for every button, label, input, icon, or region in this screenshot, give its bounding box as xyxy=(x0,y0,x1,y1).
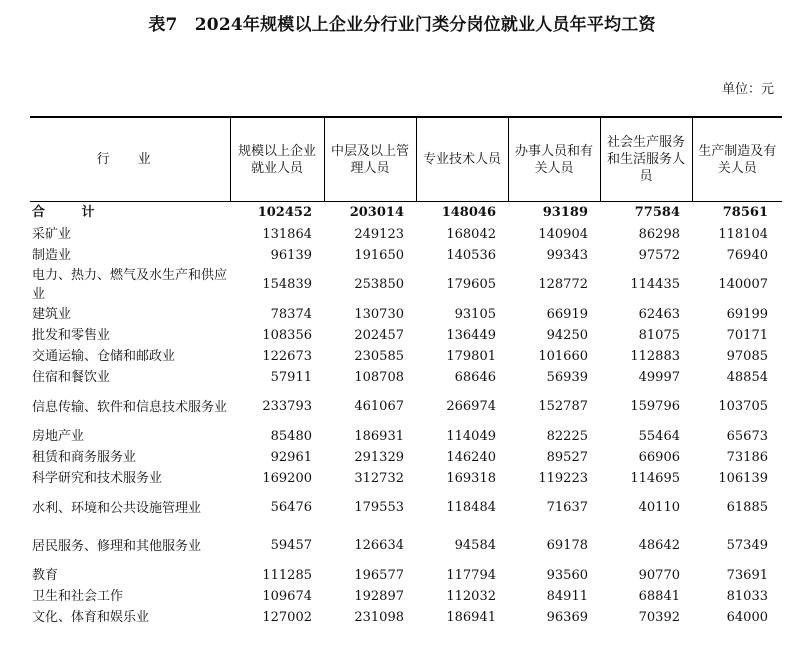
table-row xyxy=(30,346,782,367)
industry-name: 电力、热力、燃气及水生产和供应业 xyxy=(32,268,228,302)
wage-cell: 68841 xyxy=(638,588,680,604)
wage-cell: 186941 xyxy=(446,609,496,625)
wage-cell: 154839 xyxy=(262,277,312,292)
wage-cell: 266974 xyxy=(446,399,496,414)
table-row xyxy=(30,586,782,607)
wage-cell: 152787 xyxy=(538,399,588,414)
industry-name: 房地产业 xyxy=(32,428,85,444)
wage-cell: 118484 xyxy=(446,500,496,515)
wage-cell: 169318 xyxy=(446,470,496,486)
column-header-managers: 中层及以上管理人员 xyxy=(324,117,416,202)
column-header-production: 生产制造及有关人员 xyxy=(692,117,782,202)
table-title: 表7 2024年规模以上企业分行业门类分岗位就业人员年平均工资 xyxy=(148,15,656,35)
wage-cell: 159796 xyxy=(630,399,680,414)
wage-cell: 68646 xyxy=(454,369,496,385)
wage-cell: 77584 xyxy=(634,205,680,220)
unit-label: 单位：元 xyxy=(721,82,774,97)
wage-cell: 65673 xyxy=(726,428,768,444)
wage-cell: 84911 xyxy=(546,588,588,604)
wage-cell: 48854 xyxy=(726,369,768,385)
wage-cell: 109674 xyxy=(262,588,312,604)
wage-cell: 136449 xyxy=(446,327,496,343)
table-row xyxy=(30,245,782,266)
wage-cell: 108708 xyxy=(354,369,404,385)
wage-cell: 90770 xyxy=(638,567,680,583)
wage-cell: 81033 xyxy=(726,588,768,604)
wage-cell: 114049 xyxy=(446,428,496,444)
wage-cell: 69178 xyxy=(546,538,588,553)
wage-cell: 233793 xyxy=(262,399,312,414)
wage-cell: 57349 xyxy=(726,538,768,553)
wage-cell: 56939 xyxy=(546,369,588,385)
total-row xyxy=(30,202,782,225)
wage-cell: 291329 xyxy=(354,449,404,465)
industry-name: 居民服务、修理和其他服务业 xyxy=(32,538,202,554)
wage-cell: 69199 xyxy=(726,306,768,322)
wage-cell: 86298 xyxy=(638,226,680,242)
wage-cell: 103705 xyxy=(718,399,768,414)
wage-cell: 186931 xyxy=(354,428,404,444)
wage-cell: 126634 xyxy=(354,538,404,553)
column-header-professionals: 专业技术人员 xyxy=(416,117,508,202)
wage-cell: 92961 xyxy=(270,449,312,465)
wage-cell: 64000 xyxy=(726,609,768,625)
industry-name: 租赁和商务服务业 xyxy=(32,449,137,465)
column-header-industry: 行 业 xyxy=(30,117,230,202)
wage-cell: 140536 xyxy=(446,247,496,263)
wage-cell: 40110 xyxy=(638,500,680,515)
wage-cell: 130730 xyxy=(354,306,404,322)
header-row xyxy=(30,117,782,202)
wage-table xyxy=(30,116,782,628)
wage-cell: 97572 xyxy=(638,247,680,263)
industry-name: 制造业 xyxy=(32,247,72,263)
industry-name: 科学研究和技术服务业 xyxy=(32,470,163,486)
table-row xyxy=(30,367,782,388)
wage-cell: 111285 xyxy=(262,567,312,583)
wage-cell: 94584 xyxy=(454,538,496,553)
wage-cell: 62463 xyxy=(638,306,680,322)
wage-cell: 81075 xyxy=(638,327,680,343)
wage-cell: 73186 xyxy=(726,449,768,465)
wage-cell: 169200 xyxy=(262,470,312,486)
wage-cell: 112032 xyxy=(446,588,496,604)
industry-name: 住宿和餐饮业 xyxy=(32,369,111,385)
wage-cell: 114695 xyxy=(630,470,680,486)
wage-cell: 101660 xyxy=(538,348,588,364)
wage-cell: 97085 xyxy=(726,348,768,364)
wage-cell: 76940 xyxy=(726,247,768,263)
wage-cell: 96139 xyxy=(270,247,312,263)
wage-cell: 253850 xyxy=(354,277,404,292)
industry-name: 交通运输、仓储和邮政业 xyxy=(32,348,176,364)
wage-cell: 93560 xyxy=(546,567,588,583)
wage-cell: 99343 xyxy=(546,247,588,263)
table-row xyxy=(30,489,782,527)
wage-cell: 179801 xyxy=(446,348,496,364)
industry-name: 合 计 xyxy=(32,205,111,220)
wage-cell: 146240 xyxy=(446,449,496,465)
wage-cell: 461067 xyxy=(354,399,404,414)
wage-cell: 89527 xyxy=(546,449,588,465)
industry-name: 文化、体育和娱乐业 xyxy=(32,609,150,625)
industry-name: 建筑业 xyxy=(32,306,72,322)
column-header-service: 社会生产服务和生活服务人员 xyxy=(600,117,692,202)
column-header-all-employees: 规模以上企业就业人员 xyxy=(230,117,324,202)
wage-cell: 140007 xyxy=(718,277,768,292)
table-row xyxy=(30,447,782,468)
wage-cell: 191650 xyxy=(354,247,404,263)
wage-cell: 70171 xyxy=(726,327,768,343)
wage-cell: 78374 xyxy=(270,306,312,322)
table-row xyxy=(30,304,782,325)
wage-cell: 66906 xyxy=(638,449,680,465)
table-row xyxy=(30,325,782,346)
wage-cell: 78561 xyxy=(722,205,768,220)
wage-cell: 48642 xyxy=(638,538,680,553)
wage-cell: 59457 xyxy=(270,538,312,553)
wage-cell: 114435 xyxy=(630,277,680,292)
table-row xyxy=(30,426,782,447)
wage-cell: 128772 xyxy=(538,277,588,292)
wage-cell: 94250 xyxy=(546,327,588,343)
wage-cell: 202457 xyxy=(354,327,404,343)
wage-cell: 73691 xyxy=(726,567,768,583)
wage-cell: 148046 xyxy=(441,205,496,220)
wage-cell: 231098 xyxy=(354,609,404,625)
wage-cell: 106139 xyxy=(718,470,768,486)
wage-cell: 82225 xyxy=(546,428,588,444)
wage-cell: 49997 xyxy=(638,369,680,385)
wage-cell: 85480 xyxy=(270,428,312,444)
table-row xyxy=(30,388,782,426)
wage-cell: 118104 xyxy=(718,226,768,242)
wage-cell: 102452 xyxy=(257,205,312,220)
wage-cell: 71637 xyxy=(546,500,588,515)
wage-cell: 168042 xyxy=(446,226,496,242)
table-body xyxy=(30,202,782,629)
industry-name: 批发和零售业 xyxy=(32,327,111,343)
column-header-clerical: 办事人员和有关人员 xyxy=(508,117,600,202)
wage-cell: 117794 xyxy=(446,567,496,583)
wage-cell: 179605 xyxy=(446,277,496,292)
industry-name: 卫生和社会工作 xyxy=(32,588,124,604)
table-row xyxy=(30,565,782,586)
industry-name: 采矿业 xyxy=(32,226,72,242)
wage-cell: 127002 xyxy=(262,609,312,625)
wage-cell: 119223 xyxy=(538,470,588,486)
table-row xyxy=(30,224,782,245)
table-row xyxy=(30,266,782,304)
wage-cell: 122673 xyxy=(262,348,312,364)
wage-cell: 56476 xyxy=(270,500,312,515)
table-row xyxy=(30,468,782,489)
wage-cell: 249123 xyxy=(354,226,404,242)
wage-cell: 57911 xyxy=(270,369,312,385)
wage-cell: 61885 xyxy=(726,500,768,515)
wage-cell: 55464 xyxy=(638,428,680,444)
wage-cell: 230585 xyxy=(354,348,404,364)
industry-name: 教育 xyxy=(32,567,59,583)
wage-cell: 96369 xyxy=(546,609,588,625)
wage-cell: 70392 xyxy=(638,609,680,625)
wage-cell: 93105 xyxy=(454,306,496,322)
wage-cell: 203014 xyxy=(349,205,404,220)
wage-cell: 196577 xyxy=(354,567,404,583)
wage-cell: 112883 xyxy=(630,348,680,364)
table-row xyxy=(30,527,782,565)
industry-name: 信息传输、软件和信息技术服务业 xyxy=(32,399,228,415)
wage-cell: 66919 xyxy=(546,306,588,322)
wage-cell: 192897 xyxy=(354,588,404,604)
wage-cell: 93189 xyxy=(542,205,588,220)
wage-cell: 131864 xyxy=(262,226,312,242)
wage-cell: 312732 xyxy=(354,470,404,486)
table-row xyxy=(30,607,782,628)
industry-name: 水利、环境和公共设施管理业 xyxy=(32,500,202,516)
wage-cell: 179553 xyxy=(354,500,404,515)
wage-cell: 140904 xyxy=(538,226,588,242)
wage-cell: 108356 xyxy=(262,327,312,343)
